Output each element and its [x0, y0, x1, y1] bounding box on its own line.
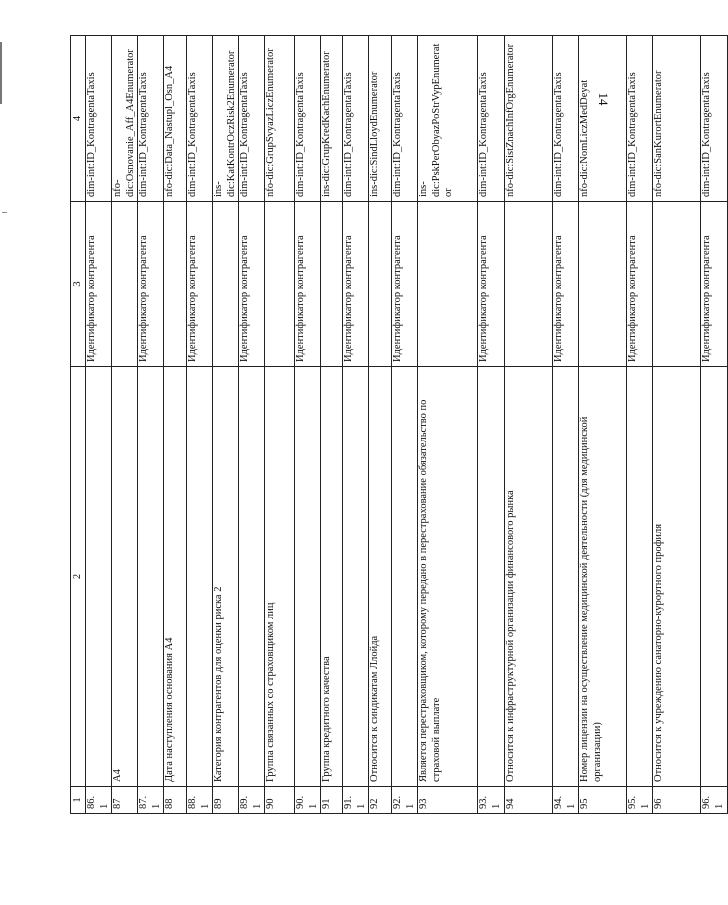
table-row [112, 36, 138, 814]
table-row [164, 36, 187, 814]
row-number-cell: 91.1 [343, 787, 369, 814]
margin-tick [2, 212, 7, 213]
page-number: 14 [596, 92, 611, 106]
table-row [505, 36, 553, 814]
table-row [138, 36, 164, 814]
header-cell: 3 [71, 202, 86, 367]
row-name-cell: Группа кредитного качества [321, 367, 343, 787]
row-name-cell: A4 [112, 367, 138, 787]
table-row [579, 36, 627, 814]
row-identifier-cell: Идентификатор контрагента [478, 202, 505, 367]
row-number-cell: 92.1 [392, 787, 418, 814]
table-row [213, 36, 239, 814]
row-code-cell: nfo-dic:Data_Nastupl_Osn_A4 [164, 36, 187, 202]
row-name-cell: Группа связанных со страховщиком лиц [265, 367, 295, 787]
row-code-cell: nfo-dic:SanKurortEnumerator [653, 36, 701, 202]
table-row [187, 36, 213, 814]
row-number-cell: 89.1 [239, 787, 265, 814]
row-code-cell: dim-int:ID_KontragentaTaxis [343, 36, 369, 202]
table-row [86, 36, 112, 814]
row-name-cell: Относится к синдикатам Ллойда [369, 367, 392, 787]
table-row [553, 36, 579, 814]
row-identifier-cell: Идентификатор контрагента [553, 202, 579, 367]
row-number-cell: 90.1 [295, 787, 321, 814]
table-row [343, 36, 369, 814]
row-number-cell: 87 [112, 787, 138, 814]
table-row [701, 36, 728, 814]
row-name-cell: Является перестраховщиком, которому передано в перестрахование обязательство по страховой выплате [418, 367, 478, 787]
row-code-cell: dim-int:ID_KontragentaTaxis [627, 36, 653, 202]
row-number-cell: 91 [321, 787, 343, 814]
row-identifier-cell [213, 202, 239, 367]
row-number-cell: 88.1 [187, 787, 213, 814]
taxis-table [70, 35, 728, 814]
table-row [265, 36, 295, 814]
row-code-cell: dim-int:ID_KontragentaTaxis [187, 36, 213, 202]
row-code-cell: nfo-dic:Osnovanie_Aff_A4Enumerator [112, 36, 138, 202]
row-code-cell: dim-int:ID_KontragentaTaxis [478, 36, 505, 202]
row-name-cell [295, 367, 321, 787]
row-code-cell: nfo-dic:NomLiczMedDeyat [579, 36, 627, 202]
row-code-cell: dim-int:ID_KontragentaTaxis [553, 36, 579, 202]
row-number-cell: 95 [579, 787, 627, 814]
row-number-cell: 96.1 [701, 787, 728, 814]
row-identifier-cell: Идентификатор контрагента [627, 202, 653, 367]
row-name-cell [343, 367, 369, 787]
table-row [295, 36, 321, 814]
row-number-cell: 95.1 [627, 787, 653, 814]
table-row [369, 36, 392, 814]
row-identifier-cell [505, 202, 553, 367]
row-number-cell: 94.1 [553, 787, 579, 814]
row-code-cell: dim-int:ID_KontragentaTaxis [86, 36, 112, 202]
row-code-cell: nfo-dic:GrupSvyazLiczEnumerator [265, 36, 295, 202]
row-identifier-cell [418, 202, 478, 367]
row-name-cell [627, 367, 653, 787]
row-name-cell: Дата наступления основания A4 [164, 367, 187, 787]
row-number-cell: 92 [369, 787, 392, 814]
row-name-cell [701, 367, 728, 787]
table-row [478, 36, 505, 814]
row-number-cell: 94 [505, 787, 553, 814]
row-code-cell: dim-int:ID_KontragentaTaxis [701, 36, 728, 202]
row-identifier-cell: Идентификатор контрагента [239, 202, 265, 367]
row-name-cell [553, 367, 579, 787]
row-identifier-cell: Идентификатор контрагента [86, 202, 112, 367]
row-name-cell: Относится к инфраструктурной организации финансового рынка [505, 367, 553, 787]
table-row [627, 36, 653, 814]
table-body [71, 36, 728, 814]
row-name-cell [392, 367, 418, 787]
table-row [392, 36, 418, 814]
row-identifier-cell: Идентификатор контрагента [392, 202, 418, 367]
row-identifier-cell [112, 202, 138, 367]
row-number-cell: 93 [418, 787, 478, 814]
row-identifier-cell: Идентификатор контрагента [138, 202, 164, 367]
row-code-cell: nfo-dic:SistZnachInfOrgEnumerator [505, 36, 553, 202]
row-code-cell: dim-int:ID_KontragentaTaxis [295, 36, 321, 202]
row-code-cell: dim-int:ID_KontragentaTaxis [392, 36, 418, 202]
row-identifier-cell [321, 202, 343, 367]
header-cell: 1 [71, 787, 86, 814]
row-name-cell [239, 367, 265, 787]
row-identifier-cell [653, 202, 701, 367]
row-number-cell: 88 [164, 787, 187, 814]
row-code-cell: dim-int:ID_KontragentaTaxis [138, 36, 164, 202]
row-identifier-cell: Идентификатор контрагента [187, 202, 213, 367]
row-name-cell: Категория контрагентов для оценки риска 2 [213, 367, 239, 787]
row-identifier-cell [579, 202, 627, 367]
header-cell: 4 [71, 36, 86, 202]
table-row [321, 36, 343, 814]
row-name-cell [478, 367, 505, 787]
row-identifier-cell: Идентификатор контрагента [343, 202, 369, 367]
row-identifier-cell [265, 202, 295, 367]
row-name-cell [187, 367, 213, 787]
row-number-cell: 86.1 [86, 787, 112, 814]
table-row [239, 36, 265, 814]
header-cell: 2 [71, 367, 86, 787]
row-code-cell: ins-dic:SindLloydEnumerator [369, 36, 392, 202]
row-code-cell: ins-dic:PskPerObyazPoStrVypEnumerator [418, 36, 478, 202]
row-identifier-cell: Идентификатор контрагента [701, 202, 728, 367]
row-number-cell: 90 [265, 787, 295, 814]
table-row [653, 36, 701, 814]
row-identifier-cell [369, 202, 392, 367]
row-name-cell [86, 367, 112, 787]
row-name-cell: Номер лицензии на осуществление медицинской деятельности (для медицинской организации) [579, 367, 627, 787]
row-identifier-cell [164, 202, 187, 367]
row-code-cell: ins-dic:GrupKredKachEnumerator [321, 36, 343, 202]
row-number-cell: 93.1 [478, 787, 505, 814]
margin-binding-mark [0, 42, 2, 104]
row-number-cell: 87.1 [138, 787, 164, 814]
row-number-cell: 96 [653, 787, 701, 814]
table-row [418, 36, 478, 814]
row-code-cell: ins-dic:KatKontrOczRisk2Enumerator [213, 36, 239, 202]
row-code-cell: dim-int:ID_KontragentaTaxis [239, 36, 265, 202]
row-number-cell: 89 [213, 787, 239, 814]
row-name-cell [138, 367, 164, 787]
row-identifier-cell: Идентификатор контрагента [295, 202, 321, 367]
row-name-cell: Относится к учреждению санаторно-курортного профиля [653, 367, 701, 787]
header-row [71, 36, 86, 814]
